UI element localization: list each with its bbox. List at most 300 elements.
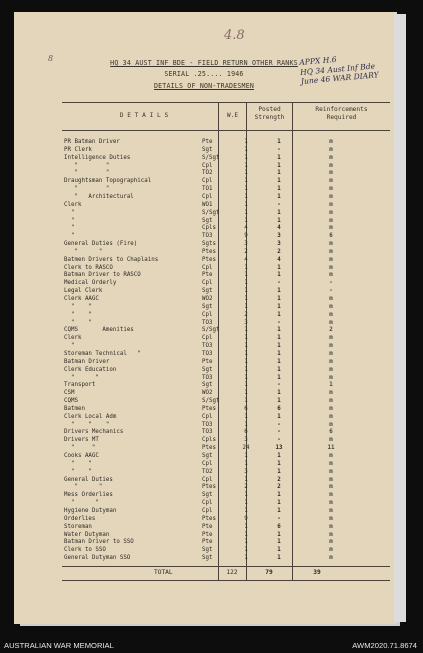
footer-bar — [0, 637, 423, 653]
table-row — [14, 295, 394, 303]
reinforcements-cell: m — [329, 531, 333, 538]
rank-cell: Pte — [202, 272, 213, 279]
detail-cell: Clerk Education — [64, 366, 117, 373]
detail-cell: General Duties (Fire) — [64, 241, 138, 248]
rank-cell: Ptes — [202, 256, 216, 263]
table-row — [14, 491, 394, 499]
we-cell: 1 — [244, 303, 248, 310]
rank-cell: Cpl — [202, 507, 213, 514]
table-row — [14, 405, 394, 413]
we-cell: 1 — [244, 154, 248, 161]
page-edge — [394, 14, 406, 622]
rank-cell: Ptes — [202, 515, 216, 522]
rank-cell: Cpls — [202, 437, 216, 444]
table-top-rule — [62, 102, 390, 103]
detail-cell: Clerk Local Adm — [64, 413, 117, 420]
detail-cell: Storeman Technical " — [64, 350, 141, 357]
reinforcements-cell: m — [329, 178, 333, 185]
detail-cell: Batmen — [64, 405, 85, 412]
reinforcements-cell: m — [329, 366, 333, 373]
detail-cell: Clerk to RASCO — [64, 264, 113, 271]
reinforcements-cell: m — [329, 272, 333, 279]
table-row — [14, 193, 394, 201]
detail-cell: " " " — [64, 421, 110, 428]
we-cell: 1 — [244, 335, 248, 342]
reinforcements-cell: m — [329, 476, 333, 483]
reinforcements-cell: m — [329, 319, 333, 326]
table-row — [14, 476, 394, 484]
posted-strength-cell: - — [277, 146, 281, 153]
posted-strength-cell: 1 — [277, 209, 281, 216]
reinforcements-cell: 2 — [329, 327, 333, 334]
detail-cell: Batman Driver to RASCO — [64, 272, 141, 279]
detail-cell: Hygiene Dutyman — [64, 507, 117, 514]
reinforcements-cell: m — [329, 248, 333, 255]
we-cell: 1 — [244, 413, 248, 420]
col-header-details: D E T A I L S — [119, 112, 169, 119]
posted-strength-cell: - — [277, 515, 281, 522]
posted-strength-cell: 1 — [277, 398, 281, 405]
rank-cell: Cpl — [202, 193, 213, 200]
rank-cell: TO3 — [202, 233, 213, 240]
reinforcements-cell: m — [329, 146, 333, 153]
rank-cell: Cpl — [202, 311, 213, 318]
reinforcements-cell: m — [329, 547, 333, 554]
table-row — [14, 264, 394, 272]
detail-cell: Clerk to SSO — [64, 547, 106, 554]
rank-cell: TO3 — [202, 429, 213, 436]
col-header-posted: Posted Strength — [254, 106, 285, 121]
rank-cell: Cpl — [202, 476, 213, 483]
reinforcements-cell: m — [329, 453, 333, 459]
table-row — [14, 326, 394, 334]
rank-cell: Cpl — [202, 280, 213, 287]
reinforcements-cell: - — [329, 288, 333, 295]
we-cell: 4 — [244, 256, 248, 263]
reinforcements-cell: m — [329, 523, 333, 530]
table-row — [14, 350, 394, 358]
reinforcements-cell: m — [329, 413, 333, 420]
reinforcements-cell: m — [329, 343, 333, 350]
rank-cell: WO1 — [202, 201, 213, 208]
section-title: DETAILS OF NON-TRADESMEN — [153, 82, 255, 90]
reinforcements-cell: m — [329, 335, 333, 342]
rank-cell: Cpl — [202, 264, 213, 271]
posted-strength-cell: 2 — [277, 484, 281, 491]
posted-strength-cell: - — [277, 201, 281, 208]
detail-cell: " " — [64, 162, 110, 169]
posted-strength-cell: 3 — [277, 233, 281, 240]
rank-cell: Sgt — [202, 547, 213, 554]
table-row — [14, 169, 394, 177]
rank-cell: S/Sgt — [202, 209, 220, 216]
we-cell: 1 — [244, 476, 248, 483]
rank-cell: Sgt — [202, 288, 213, 295]
reinforcements-cell: 1 — [329, 382, 333, 389]
posted-strength-cell: 1 — [277, 178, 281, 185]
we-cell: 6 — [244, 429, 248, 436]
we-cell: 9 — [244, 233, 248, 240]
rank-cell: Cpl — [202, 162, 213, 169]
detail-cell: " " — [64, 319, 92, 326]
table-row — [14, 224, 394, 232]
detail-cell: " — [64, 209, 75, 216]
detail-cell: " " — [64, 374, 99, 381]
table-row — [14, 499, 394, 507]
reinforcements-cell: m — [329, 500, 333, 507]
we-cell: 2 — [244, 311, 248, 318]
reinforcements-cell: m — [329, 398, 333, 405]
table-row — [14, 523, 394, 531]
detail-cell: " " — [64, 170, 110, 177]
rank-cell: TO3 — [202, 343, 213, 350]
detail-cell: " " — [64, 303, 92, 310]
detail-cell: Water Dutyman — [64, 531, 110, 538]
posted-strength-cell: 1 — [277, 170, 281, 177]
we-cell: 1 — [244, 343, 248, 350]
we-cell: 1 — [244, 500, 248, 507]
posted-strength-cell: - — [277, 382, 281, 389]
reinforcements-cell: m — [329, 311, 333, 318]
handwritten-annotation: APPX H.6 HQ 34 Aust Inf Bde June 46 WAR DIARY — [298, 54, 380, 87]
rank-cell: Ptes — [202, 484, 216, 491]
detail-cell: Drivers MT — [64, 437, 99, 444]
table-row — [14, 256, 394, 264]
we-cell: 3 — [244, 319, 248, 326]
posted-strength-cell: 1 — [277, 358, 281, 365]
table-row — [14, 177, 394, 185]
rank-cell: TO3 — [202, 421, 213, 428]
detail-cell: CSM — [64, 390, 75, 397]
table-row — [14, 366, 394, 374]
posted-strength-cell: 1 — [277, 193, 281, 200]
we-cell: 24 — [242, 445, 250, 452]
rank-cell: Sgt — [202, 146, 213, 153]
reinforcements-cell: - — [329, 280, 333, 287]
detail-cell: " — [64, 217, 75, 224]
rank-cell: Sgt — [202, 492, 213, 499]
we-cell: 1 — [244, 390, 248, 397]
we-cell: 1 — [244, 531, 248, 538]
posted-strength-cell: 1 — [277, 547, 281, 554]
table-row — [14, 342, 394, 350]
detail-cell: PR Clerk — [64, 146, 92, 153]
detail-cell: " " — [64, 460, 92, 467]
posted-strength-cell: - — [277, 437, 281, 444]
we-cell: 1 — [244, 460, 248, 467]
detail-cell: " — [64, 225, 75, 232]
we-cell: 2 — [244, 248, 248, 255]
reinforcements-cell: m — [329, 209, 333, 216]
we-cell: 4 — [244, 225, 248, 232]
reinforcements-cell: m — [329, 374, 333, 381]
table-row — [14, 201, 394, 209]
reinforcements-cell: m — [329, 390, 333, 397]
detail-cell: Draughtsman Topographical — [64, 178, 152, 185]
rank-cell: TO2 — [202, 468, 213, 475]
posted-strength-cell: 1 — [277, 539, 281, 546]
we-cell: 1 — [244, 280, 248, 287]
we-cell: 1 — [244, 539, 248, 546]
rank-cell: Cpl — [202, 178, 213, 185]
table-row — [14, 428, 394, 436]
we-cell: 1 — [244, 358, 248, 365]
table-row — [14, 538, 394, 546]
document-title: HQ 34 AUST INF BDE - FIELD RETURN OTHER RANKS — [110, 59, 298, 67]
table-row — [14, 146, 394, 154]
we-cell: 3 — [244, 241, 248, 248]
rank-cell: Sgt — [202, 217, 213, 224]
posted-strength-cell: 6 — [277, 523, 281, 530]
we-cell: 2 — [244, 484, 248, 491]
we-cell: 1 — [244, 398, 248, 405]
rank-cell: Sgt — [202, 382, 213, 389]
detail-cell: General Duties — [64, 476, 113, 483]
handwritten-number: 4.8 — [224, 28, 245, 43]
reinforcements-cell: m — [329, 468, 333, 475]
posted-strength-cell: 1 — [277, 374, 281, 381]
detail-cell: " " — [64, 311, 92, 318]
we-cell: 1 — [244, 193, 248, 200]
reinforcements-cell: m — [329, 421, 333, 428]
table-row — [14, 240, 394, 248]
reinforcements-cell: m — [329, 256, 333, 263]
reinforcements-cell: m — [329, 350, 333, 357]
reinforcements-cell: m — [329, 492, 333, 499]
we-cell: 1 — [244, 288, 248, 295]
table-total-rule — [62, 566, 390, 567]
rank-cell: TO2 — [202, 170, 213, 177]
rank-cell: Cpls — [202, 225, 216, 232]
col-header-reinforcements: Reinforcements Required — [315, 106, 368, 121]
reinforcements-cell: m — [329, 217, 333, 224]
table-row — [14, 303, 394, 311]
detail-cell: PR Batman Driver — [64, 139, 120, 145]
rank-cell: WO2 — [202, 296, 213, 302]
reinforcements-cell: m — [329, 507, 333, 514]
table-row — [14, 248, 394, 256]
rank-cell: Ptes — [202, 445, 216, 452]
posted-strength-cell: 3 — [277, 241, 281, 248]
table-row — [14, 311, 394, 319]
we-cell: 1 — [244, 209, 248, 216]
rank-cell: Pte — [202, 523, 213, 530]
reinforcements-cell: m — [329, 241, 333, 248]
posted-strength-cell: - — [277, 319, 281, 326]
detail-cell: Mess Orderlies — [64, 492, 113, 499]
posted-strength-cell: 1 — [277, 460, 281, 467]
table-row — [14, 271, 394, 279]
rank-cell: TO3 — [202, 319, 213, 326]
detail-cell: Intelligence Duties — [64, 154, 131, 161]
posted-strength-cell: 2 — [277, 248, 281, 255]
table-row — [14, 444, 394, 452]
posted-strength-cell: 1 — [277, 264, 281, 271]
reinforcements-cell: m — [329, 460, 333, 467]
total-posted: 79 — [265, 569, 273, 576]
posted-strength-cell: 4 — [277, 256, 281, 263]
rank-cell: TO3 — [202, 374, 213, 381]
we-cell: 1 — [244, 217, 248, 224]
we-cell: 1 — [244, 327, 248, 334]
total-reinforcements: 39 — [313, 569, 321, 576]
we-cell: 1 — [244, 186, 248, 193]
rank-cell: Sgt — [202, 453, 213, 459]
reinforcements-cell: m — [329, 303, 333, 310]
document-page — [14, 12, 394, 624]
table-header-rule — [62, 130, 390, 131]
reinforcements-cell: m — [329, 484, 333, 491]
posted-strength-cell: 1 — [277, 288, 281, 295]
posted-strength-cell: 1 — [277, 468, 281, 475]
table-row — [14, 358, 394, 366]
reinforcements-cell: m — [329, 555, 333, 562]
posted-strength-cell: - — [277, 280, 281, 287]
posted-strength-cell: 1 — [277, 296, 281, 302]
posted-strength-cell: 4 — [277, 225, 281, 232]
reinforcements-cell: m — [329, 162, 333, 169]
detail-cell: " — [64, 233, 75, 240]
reinforcements-cell: m — [329, 539, 333, 546]
total-label: TOTAL — [154, 569, 173, 576]
table-bottom-rule — [62, 580, 390, 581]
posted-strength-cell: 1 — [277, 162, 281, 169]
posted-strength-cell: 1 — [277, 500, 281, 507]
we-cell: 1 — [244, 146, 248, 153]
we-cell: 1 — [244, 366, 248, 373]
posted-strength-cell: 1 — [277, 413, 281, 420]
detail-cell: " " — [64, 186, 110, 193]
reinforcements-cell: m — [329, 154, 333, 161]
detail-cell: Batmen Drivers to Chaplains — [64, 256, 159, 263]
we-cell: 3 — [244, 468, 248, 475]
posted-strength-cell: 13 — [275, 445, 283, 452]
we-cell: 1 — [244, 453, 248, 459]
detail-cell: CQMS — [64, 398, 78, 405]
table-row — [14, 319, 394, 327]
we-cell: 1 — [244, 421, 248, 428]
we-cell: 1 — [244, 178, 248, 185]
detail-cell: Drivers Mechanics — [64, 429, 124, 436]
table-row — [14, 436, 394, 444]
detail-cell: General Dutyman SSO — [64, 555, 131, 562]
reinforcements-cell: m — [329, 186, 333, 193]
detail-cell: " " — [64, 445, 96, 452]
rank-cell: Sgt — [202, 303, 213, 310]
we-cell: 1 — [244, 162, 248, 169]
detail-cell: " " — [64, 484, 103, 491]
we-cell: 9 — [244, 515, 248, 522]
we-cell: 1 — [244, 374, 248, 381]
we-cell: 1 — [244, 547, 248, 554]
table-row — [14, 381, 394, 389]
margin-mark: 8 — [48, 54, 54, 63]
posted-strength-cell: 1 — [277, 186, 281, 193]
detail-cell: Medical Orderly — [64, 280, 117, 287]
rank-cell: S/Sgt — [202, 154, 220, 161]
table-row — [14, 138, 394, 146]
col-header-we: W.E — [226, 112, 239, 119]
we-cell: 1 — [244, 492, 248, 499]
we-cell: 1 — [244, 350, 248, 357]
rank-cell: WO2 — [202, 390, 213, 397]
rank-cell: Sgts — [202, 241, 216, 248]
posted-strength-cell: 1 — [277, 350, 281, 357]
reinforcements-cell: m — [329, 201, 333, 208]
table-row — [14, 232, 394, 240]
we-cell: 1 — [244, 170, 248, 177]
posted-strength-cell: 1 — [277, 303, 281, 310]
detail-cell: Cooks AAGC — [64, 453, 99, 459]
table-row — [14, 397, 394, 405]
rank-cell: Cpl — [202, 335, 213, 342]
table-row — [14, 515, 394, 523]
reinforcements-cell: m — [329, 405, 333, 412]
reinforcements-cell: m — [329, 264, 333, 271]
detail-cell: Transport — [64, 382, 96, 389]
detail-cell: Batman Driver to SSO — [64, 539, 134, 546]
table-row — [14, 452, 394, 460]
we-cell: 1 — [244, 139, 248, 145]
table-row — [14, 287, 394, 295]
we-cell: 1 — [244, 523, 248, 530]
reinforcements-cell: m — [329, 358, 333, 365]
reinforcements-cell: 11 — [327, 445, 335, 452]
detail-cell: " " — [64, 500, 99, 507]
we-cell: 1 — [244, 272, 248, 279]
reinforcements-cell: m — [329, 437, 333, 444]
posted-strength-cell: - — [277, 421, 281, 428]
rank-cell: Ptes — [202, 405, 216, 412]
table-row — [14, 334, 394, 342]
rank-cell: TO1 — [202, 186, 213, 193]
table-row — [14, 554, 394, 562]
reinforcements-cell: 6 — [329, 233, 333, 240]
table-row — [14, 279, 394, 287]
we-cell: 1 — [244, 201, 248, 208]
we-cell: 1 — [244, 382, 248, 389]
table-row — [14, 421, 394, 429]
detail-cell: Clerk — [64, 335, 82, 342]
rank-cell: Sgt — [202, 555, 213, 562]
footer-accession: AWM2020.71.8674 — [352, 641, 417, 650]
reinforcements-cell: m — [329, 296, 333, 302]
rank-cell: Cpl — [202, 413, 213, 420]
posted-strength-cell: 1 — [277, 507, 281, 514]
posted-strength-cell: 1 — [277, 217, 281, 224]
posted-strength-cell: 1 — [277, 390, 281, 397]
detail-cell: Orderlies — [64, 515, 96, 522]
posted-strength-cell: 1 — [277, 154, 281, 161]
serial-line: SERIAL .25.... 1946 — [164, 70, 244, 78]
reinforcements-cell: 6 — [329, 429, 333, 436]
we-cell: 1 — [244, 555, 248, 562]
rank-cell: Pte — [202, 539, 213, 546]
posted-strength-cell: 1 — [277, 492, 281, 499]
table-row — [14, 389, 394, 397]
reinforcements-cell: m — [329, 170, 333, 177]
posted-strength-cell: 1 — [277, 272, 281, 279]
rank-cell: Pte — [202, 358, 213, 365]
we-cell: 6 — [244, 405, 248, 412]
table-row — [14, 154, 394, 162]
rank-cell: S/Sgt — [202, 398, 220, 405]
posted-strength-cell: 1 — [277, 343, 281, 350]
table-row — [14, 374, 394, 382]
rank-cell: Sgt — [202, 366, 213, 373]
posted-strength-cell: 6 — [277, 405, 281, 412]
reinforcements-cell: m — [329, 225, 333, 232]
